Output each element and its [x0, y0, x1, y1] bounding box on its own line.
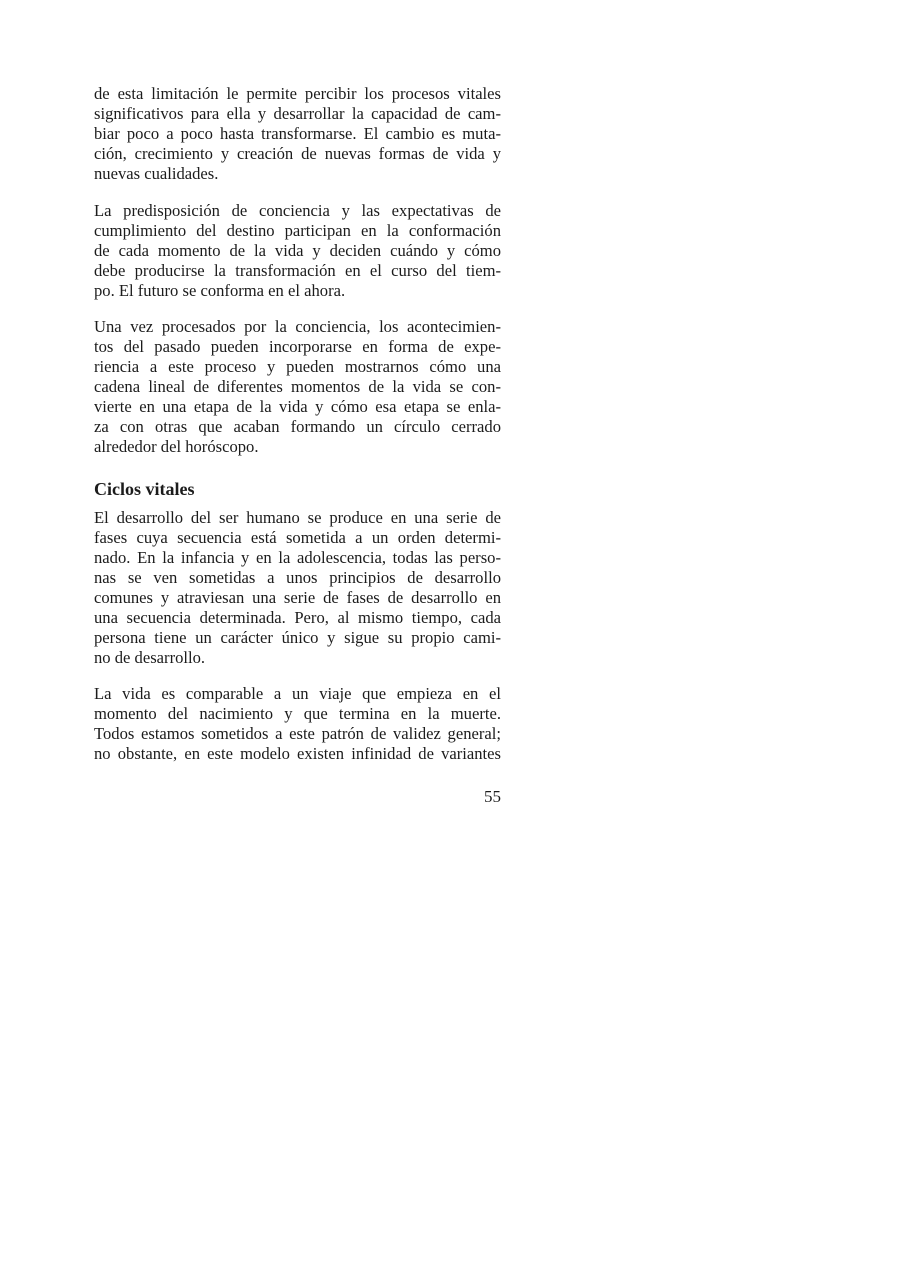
text-line: significativos para ella y desarrollar la capacidad de cam- — [94, 104, 501, 123]
text-line: comunes y atraviesan una serie de fases de desarrollo en — [94, 588, 501, 607]
text-line: ción, crecimiento y creación de nuevas formas de vida y — [94, 144, 501, 163]
text-line: nas se ven sometidas a unos principios de desarrollo — [94, 568, 501, 587]
text-line: po. El futuro se conforma en el ahora. — [94, 281, 346, 300]
text-line: cumplimiento del destino participan en la conformación — [94, 221, 501, 240]
text-line: biar poco a poco hasta transformarse. El cambio es muta- — [94, 124, 501, 143]
section-heading: Ciclos vitales — [94, 479, 195, 499]
text-line: La vida es comparable a un viaje que empieza en el — [94, 684, 501, 703]
paragraph-5 — [94, 684, 501, 764]
text-line: debe producirse la transformación en el curso del tiem- — [94, 261, 501, 280]
text-line: nuevas cualidades. — [94, 164, 219, 183]
text-line: tos del pasado pueden incorporarse en forma de expe- — [94, 337, 501, 356]
text-line: no de desarrollo. — [94, 648, 206, 667]
paragraph-4 — [94, 508, 501, 668]
text-line: alrededor del horóscopo. — [94, 437, 259, 456]
text-line: de cada momento de la vida y deciden cuándo y cómo — [94, 241, 501, 260]
text-line: Todos estamos sometidos a este patrón de validez general; — [94, 724, 501, 743]
paragraph-2 — [94, 201, 501, 301]
text-line: fases cuya secuencia está sometida a un orden determi- — [94, 528, 501, 547]
page-number: 55 — [484, 787, 501, 806]
text-line: persona tiene un carácter único y sigue su propio cami- — [94, 628, 501, 647]
text-line: de esta limitación le permite percibir los procesos vitales — [94, 84, 501, 103]
paragraph-1 — [94, 84, 501, 184]
text-line: vierte en una etapa de la vida y cómo esa etapa se enla- — [94, 397, 501, 416]
text-line: no obstante, en este modelo existen infinidad de variantes — [94, 744, 501, 763]
text-line: La predisposición de conciencia y las expectativas de — [94, 201, 501, 220]
text-line: una secuencia determinada. Pero, al mismo tiempo, cada — [94, 608, 501, 627]
text-line: El desarrollo del ser humano se produce en una serie de — [94, 508, 501, 527]
text-line: nado. En la infancia y en la adolescencia, todas las perso- — [94, 548, 501, 567]
text-line: momento del nacimiento y que termina en la muerte. — [94, 704, 501, 723]
text-line: cadena lineal de diferentes momentos de la vida se con- — [94, 377, 501, 396]
paragraph-3 — [94, 317, 501, 457]
text-line: Una vez procesados por la conciencia, los acontecimien- — [94, 317, 501, 336]
text-line: za con otras que acaban formando un círculo cerrado — [94, 417, 501, 436]
text-line: riencia a este proceso y pueden mostrarnos cómo una — [94, 357, 501, 376]
